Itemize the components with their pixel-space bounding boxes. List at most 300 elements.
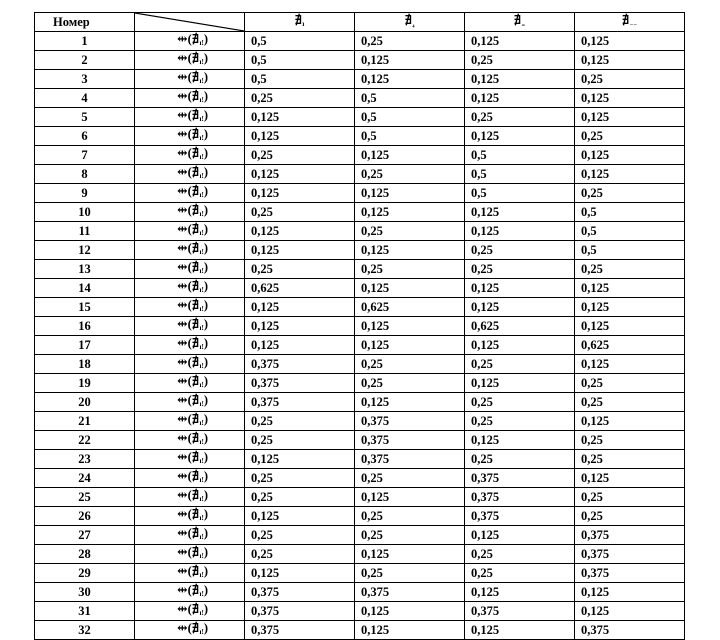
value-cell: 0,125 — [575, 146, 685, 165]
value-cell: 0,375 — [245, 374, 355, 393]
function-sym: ∄ — [191, 507, 200, 521]
value-cell: 0,125 — [465, 298, 575, 317]
value-cell: 0,5 — [355, 89, 465, 108]
value-cell: 0,125 — [575, 355, 685, 374]
function-sub: ı! — [199, 191, 204, 199]
table-row — [35, 621, 685, 640]
function-sub: ı! — [199, 58, 204, 66]
table-row — [35, 70, 685, 89]
value-cell: 0,375 — [575, 526, 685, 545]
row-number: 32 — [35, 621, 135, 640]
value-cell: 0,125 — [465, 70, 575, 89]
function-suffix: ) — [203, 583, 208, 597]
value-cell: 0,125 — [355, 241, 465, 260]
function-suffix: ) — [203, 564, 208, 578]
function-prefix: ⇹( — [177, 260, 192, 274]
value-cell: 0,125 — [575, 298, 685, 317]
value-cell: 0,25 — [355, 32, 465, 51]
function-sym: ∄ — [191, 336, 200, 350]
function-sym: ∄ — [191, 203, 200, 217]
value-cell: 0,625 — [355, 298, 465, 317]
value-cell: 0,625 — [575, 336, 685, 355]
value-cell: 0,125 — [355, 279, 465, 298]
function-prefix: ⇹( — [177, 89, 192, 103]
value-cell: 0,125 — [245, 298, 355, 317]
value-cell: 0,125 — [355, 602, 465, 621]
table-row — [35, 108, 685, 127]
row-number: 11 — [35, 222, 135, 241]
function-sym: ∄ — [191, 526, 200, 540]
function-sub: ı! — [199, 172, 204, 180]
table-row — [35, 564, 685, 583]
function-prefix: ⇹( — [177, 374, 192, 388]
value-cell: 0,5 — [245, 51, 355, 70]
row-number: 30 — [35, 583, 135, 602]
value-cell: 0,25 — [245, 260, 355, 279]
value-cell: 0,125 — [355, 336, 465, 355]
value-cell: 0,25 — [465, 108, 575, 127]
row-function — [135, 165, 245, 184]
function-sub: ı! — [199, 286, 204, 294]
value-cell: 0,25 — [465, 450, 575, 469]
function-prefix: ⇹( — [177, 51, 192, 65]
row-number: 25 — [35, 488, 135, 507]
function-suffix: ) — [203, 393, 208, 407]
function-sub: ı! — [199, 229, 204, 237]
function-sym: ∄ — [191, 32, 200, 46]
function-sym: ∄ — [191, 450, 200, 464]
function-sym: ∄ — [191, 374, 200, 388]
row-number: 8 — [35, 165, 135, 184]
row-function — [135, 545, 245, 564]
value-cell: 0,125 — [575, 108, 685, 127]
header-col-1-symbol: ∄ — [294, 13, 303, 27]
function-sub: ı! — [199, 381, 204, 389]
value-cell: 0,5 — [575, 241, 685, 260]
row-number: 16 — [35, 317, 135, 336]
row-number: 10 — [35, 203, 135, 222]
value-cell: 0,125 — [575, 602, 685, 621]
row-function — [135, 108, 245, 127]
table-row — [35, 241, 685, 260]
value-cell: 0,5 — [575, 222, 685, 241]
function-sym: ∄ — [191, 355, 200, 369]
row-number: 29 — [35, 564, 135, 583]
function-suffix: ) — [203, 545, 208, 559]
function-sym: ∄ — [191, 222, 200, 236]
row-number: 15 — [35, 298, 135, 317]
table-row — [35, 602, 685, 621]
function-prefix: ⇹( — [177, 32, 192, 46]
value-cell: 0,25 — [575, 260, 685, 279]
value-cell: 0,375 — [245, 393, 355, 412]
row-function — [135, 393, 245, 412]
value-cell: 0,125 — [355, 70, 465, 89]
function-sym: ∄ — [191, 469, 200, 483]
function-prefix: ⇹( — [177, 336, 192, 350]
row-function — [135, 564, 245, 583]
row-function — [135, 336, 245, 355]
function-sub: ı! — [199, 609, 204, 617]
value-cell: 0,125 — [245, 564, 355, 583]
function-prefix: ⇹( — [177, 621, 192, 635]
row-function — [135, 412, 245, 431]
header-col-3-symbol: ∄ — [513, 13, 522, 27]
row-number: 5 — [35, 108, 135, 127]
value-cell: 0,25 — [355, 526, 465, 545]
row-function — [135, 298, 245, 317]
header-number: Номер — [35, 13, 135, 32]
row-number: 19 — [35, 374, 135, 393]
header-col-2-symbol: ∄ — [404, 13, 413, 27]
value-cell: 0,25 — [355, 355, 465, 374]
function-prefix: ⇹( — [177, 165, 192, 179]
function-suffix: ) — [203, 241, 208, 255]
table-row — [35, 317, 685, 336]
value-cell: 0,25 — [355, 222, 465, 241]
value-cell: 0,25 — [575, 70, 685, 89]
value-cell: 0,5 — [465, 165, 575, 184]
value-cell: 0,125 — [465, 222, 575, 241]
function-prefix: ⇹( — [177, 564, 192, 578]
value-cell: 0,125 — [575, 412, 685, 431]
value-cell: 0,125 — [575, 317, 685, 336]
function-sub: ı! — [199, 248, 204, 256]
function-sym: ∄ — [191, 108, 200, 122]
function-sym: ∄ — [191, 260, 200, 274]
value-cell: 0,25 — [575, 127, 685, 146]
function-sub: ı! — [199, 400, 204, 408]
function-sub: ı! — [199, 552, 204, 560]
function-suffix: ) — [203, 488, 208, 502]
value-cell: 0,375 — [355, 431, 465, 450]
function-prefix: ⇹( — [177, 317, 192, 331]
row-function — [135, 222, 245, 241]
value-cell: 0,5 — [245, 32, 355, 51]
value-cell: 0,125 — [245, 127, 355, 146]
row-function — [135, 450, 245, 469]
function-prefix: ⇹( — [177, 70, 192, 84]
function-prefix: ⇹( — [177, 279, 192, 293]
table-row — [35, 203, 685, 222]
header-col-4-sub: ₋₋ — [629, 20, 638, 28]
function-sym: ∄ — [191, 393, 200, 407]
function-sym: ∄ — [191, 184, 200, 198]
function-suffix: ) — [203, 431, 208, 445]
value-cell: 0,375 — [575, 564, 685, 583]
function-suffix: ) — [203, 51, 208, 65]
function-prefix: ⇹( — [177, 222, 192, 236]
row-number: 4 — [35, 89, 135, 108]
function-sub: ı! — [199, 305, 204, 313]
value-cell: 0,25 — [355, 469, 465, 488]
function-sym: ∄ — [191, 412, 200, 426]
value-cell: 0,375 — [355, 583, 465, 602]
value-cell: 0,375 — [575, 545, 685, 564]
function-prefix: ⇹( — [177, 507, 192, 521]
value-cell: 0,125 — [245, 222, 355, 241]
row-function — [135, 583, 245, 602]
function-sub: ı! — [199, 590, 204, 598]
value-cell: 0,125 — [575, 32, 685, 51]
value-cell: 0,25 — [575, 431, 685, 450]
function-suffix: ) — [203, 184, 208, 198]
value-cell: 0,25 — [355, 564, 465, 583]
row-function — [135, 621, 245, 640]
table-row — [35, 279, 685, 298]
row-number: 20 — [35, 393, 135, 412]
value-cell: 0,5 — [355, 108, 465, 127]
function-sub: ı! — [199, 210, 204, 218]
value-cell: 0,25 — [245, 469, 355, 488]
value-cell: 0,125 — [245, 317, 355, 336]
function-sym: ∄ — [191, 488, 200, 502]
function-suffix: ) — [203, 469, 208, 483]
row-number: 26 — [35, 507, 135, 526]
function-sub: ı! — [199, 514, 204, 522]
function-suffix: ) — [203, 374, 208, 388]
header-col-3-sub: ₌ — [521, 20, 526, 28]
function-sym: ∄ — [191, 279, 200, 293]
function-sym: ∄ — [191, 127, 200, 141]
value-cell: 0,25 — [245, 203, 355, 222]
table-row — [35, 184, 685, 203]
header-row — [35, 13, 685, 32]
value-cell: 0,125 — [575, 51, 685, 70]
table-row — [35, 393, 685, 412]
function-sub: ı! — [199, 362, 204, 370]
row-number: 18 — [35, 355, 135, 374]
table-row — [35, 374, 685, 393]
row-number: 23 — [35, 450, 135, 469]
function-sym: ∄ — [191, 165, 200, 179]
function-suffix: ) — [203, 602, 208, 616]
value-cell: 0,125 — [355, 146, 465, 165]
header-col-4 — [575, 13, 685, 32]
row-function — [135, 260, 245, 279]
row-number: 28 — [35, 545, 135, 564]
value-cell: 0,125 — [245, 165, 355, 184]
value-cell: 0,25 — [245, 545, 355, 564]
value-cell: 0,375 — [465, 488, 575, 507]
value-cell: 0,25 — [355, 165, 465, 184]
table-row — [35, 507, 685, 526]
table-row — [35, 355, 685, 374]
table-row — [35, 545, 685, 564]
value-cell: 0,5 — [465, 184, 575, 203]
function-sub: ı! — [199, 267, 204, 275]
function-suffix: ) — [203, 70, 208, 84]
function-sub: ı! — [199, 438, 204, 446]
value-cell: 0,125 — [245, 184, 355, 203]
value-cell: 0,25 — [465, 355, 575, 374]
function-suffix: ) — [203, 526, 208, 540]
function-sym: ∄ — [191, 298, 200, 312]
function-sym: ∄ — [191, 51, 200, 65]
value-cell: 0,375 — [355, 412, 465, 431]
value-cell: 0,5 — [355, 127, 465, 146]
table-row — [35, 469, 685, 488]
function-suffix: ) — [203, 317, 208, 331]
table-row — [35, 298, 685, 317]
function-suffix: ) — [203, 203, 208, 217]
value-cell: 0,125 — [355, 203, 465, 222]
table-body — [35, 32, 685, 640]
value-cell: 0,375 — [245, 355, 355, 374]
row-number: 22 — [35, 431, 135, 450]
row-number: 27 — [35, 526, 135, 545]
value-cell: 0,125 — [465, 526, 575, 545]
value-cell: 0,375 — [465, 602, 575, 621]
row-function — [135, 51, 245, 70]
value-cell: 0,125 — [575, 89, 685, 108]
header-col-3 — [465, 13, 575, 32]
table-row — [35, 431, 685, 450]
function-suffix: ) — [203, 146, 208, 160]
value-cell: 0,25 — [465, 260, 575, 279]
function-suffix: ) — [203, 336, 208, 350]
value-cell: 0,125 — [245, 450, 355, 469]
table-row — [35, 32, 685, 51]
table-row — [35, 51, 685, 70]
value-cell: 0,125 — [355, 393, 465, 412]
function-suffix: ) — [203, 32, 208, 46]
function-prefix: ⇹( — [177, 393, 192, 407]
function-sym: ∄ — [191, 602, 200, 616]
function-sub: ı! — [199, 96, 204, 104]
function-sym: ∄ — [191, 621, 200, 635]
function-sym: ∄ — [191, 241, 200, 255]
value-cell: 0,125 — [355, 184, 465, 203]
function-prefix: ⇹( — [177, 241, 192, 255]
value-cell: 0,25 — [245, 526, 355, 545]
function-suffix: ) — [203, 412, 208, 426]
value-cell: 0,125 — [355, 545, 465, 564]
value-cell: 0,375 — [245, 621, 355, 640]
value-cell: 0,5 — [245, 70, 355, 89]
value-cell: 0,125 — [575, 583, 685, 602]
row-function — [135, 488, 245, 507]
value-cell: 0,125 — [355, 488, 465, 507]
value-cell: 0,125 — [575, 279, 685, 298]
value-cell: 0,125 — [245, 108, 355, 127]
value-cell: 0,25 — [245, 412, 355, 431]
row-function — [135, 279, 245, 298]
function-sym: ∄ — [191, 564, 200, 578]
value-cell: 0,125 — [575, 469, 685, 488]
value-cell: 0,125 — [245, 241, 355, 260]
row-function — [135, 184, 245, 203]
value-cell: 0,25 — [355, 507, 465, 526]
table-row — [35, 127, 685, 146]
function-prefix: ⇹( — [177, 545, 192, 559]
function-suffix: ) — [203, 165, 208, 179]
function-prefix: ⇹( — [177, 298, 192, 312]
value-cell: 0,25 — [465, 564, 575, 583]
function-sym: ∄ — [191, 146, 200, 160]
value-cell: 0,125 — [465, 621, 575, 640]
function-prefix: ⇹( — [177, 431, 192, 445]
header-col-4-symbol: ∄ — [621, 13, 630, 27]
row-function — [135, 127, 245, 146]
function-prefix: ⇹( — [177, 583, 192, 597]
diagonal-line — [135, 13, 244, 31]
value-cell: 0,125 — [465, 279, 575, 298]
function-suffix: ) — [203, 260, 208, 274]
row-number: 24 — [35, 469, 135, 488]
function-sub: ı! — [199, 457, 204, 465]
header-col-1-sub: ı — [302, 20, 305, 28]
function-prefix: ⇹( — [177, 488, 192, 502]
table-row — [35, 146, 685, 165]
value-cell: 0,375 — [245, 583, 355, 602]
function-sub: ı! — [199, 324, 204, 332]
function-prefix: ⇹( — [177, 203, 192, 217]
function-prefix: ⇹( — [177, 146, 192, 160]
row-number: 21 — [35, 412, 135, 431]
table-row — [35, 583, 685, 602]
value-cell: 0,5 — [465, 146, 575, 165]
value-cell: 0,25 — [465, 393, 575, 412]
row-number: 14 — [35, 279, 135, 298]
function-prefix: ⇹( — [177, 108, 192, 122]
function-sym: ∄ — [191, 583, 200, 597]
row-number: 6 — [35, 127, 135, 146]
value-cell: 0,25 — [245, 89, 355, 108]
function-suffix: ) — [203, 355, 208, 369]
value-cell: 0,25 — [575, 507, 685, 526]
header-col-1 — [245, 13, 355, 32]
value-cell: 0,25 — [575, 374, 685, 393]
row-function — [135, 32, 245, 51]
function-sub: ı! — [199, 115, 204, 123]
function-sub: ı! — [199, 77, 204, 85]
value-cell: 0,5 — [575, 203, 685, 222]
row-function — [135, 203, 245, 222]
function-sub: ı! — [199, 134, 204, 142]
row-function — [135, 526, 245, 545]
value-cell: 0,125 — [355, 51, 465, 70]
value-cell: 0,375 — [355, 450, 465, 469]
row-function — [135, 89, 245, 108]
function-suffix: ) — [203, 108, 208, 122]
value-cell: 0,125 — [465, 583, 575, 602]
function-sub: ı! — [199, 476, 204, 484]
row-function — [135, 374, 245, 393]
function-sym: ∄ — [191, 70, 200, 84]
function-sub: ı! — [199, 343, 204, 351]
value-cell: 0,25 — [245, 488, 355, 507]
row-function — [135, 602, 245, 621]
row-number: 9 — [35, 184, 135, 203]
function-suffix: ) — [203, 127, 208, 141]
row-number: 7 — [35, 146, 135, 165]
value-cell: 0,375 — [465, 507, 575, 526]
row-number: 2 — [35, 51, 135, 70]
function-sub: ı! — [199, 39, 204, 47]
function-prefix: ⇹( — [177, 469, 192, 483]
function-prefix: ⇹( — [177, 526, 192, 540]
row-function — [135, 70, 245, 89]
value-cell: 0,125 — [465, 203, 575, 222]
row-number: 31 — [35, 602, 135, 621]
value-cell: 0,375 — [575, 621, 685, 640]
value-cell: 0,125 — [575, 165, 685, 184]
value-cell: 0,125 — [465, 431, 575, 450]
function-sub: ı! — [199, 571, 204, 579]
row-function — [135, 431, 245, 450]
row-number: 13 — [35, 260, 135, 279]
